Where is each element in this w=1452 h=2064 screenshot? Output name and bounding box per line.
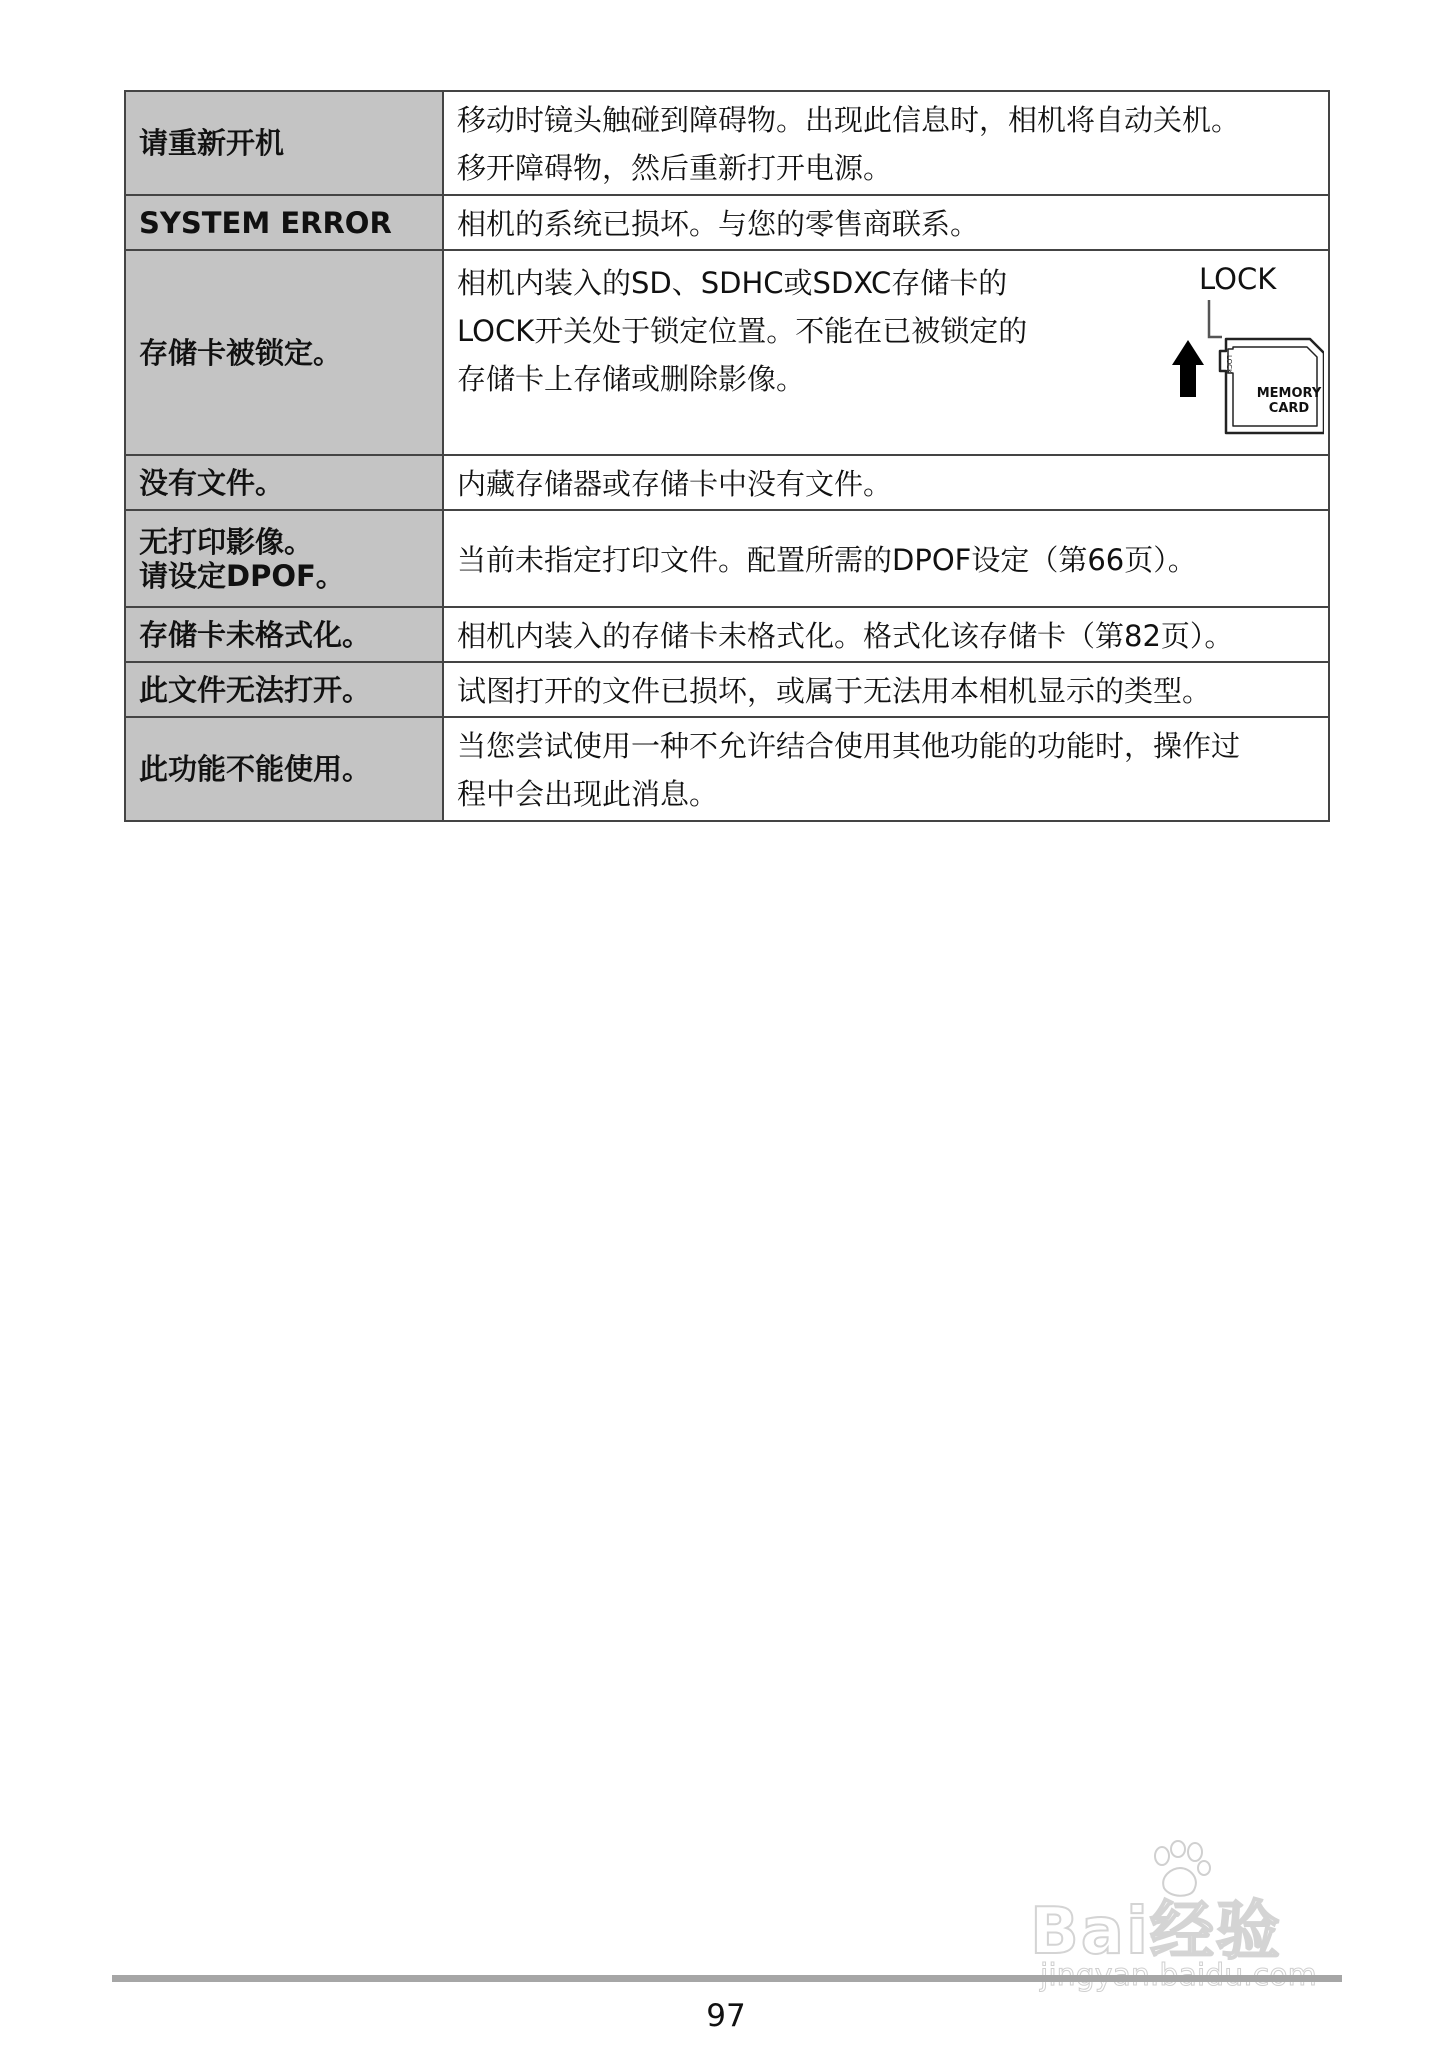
description-text: 试图打开的文件已损坏，或属于无法用本相机显示的类型。 — [457, 673, 1212, 708]
table-row — [125, 510, 1329, 607]
description-text: 当您尝试使用一种不允许结合使用其他功能的功能时，操作过 — [457, 729, 1241, 763]
table-row — [125, 662, 1329, 717]
message-text: SYSTEM ERROR — [139, 205, 392, 240]
lock-label: LOCK — [1199, 262, 1277, 296]
message-cell — [125, 91, 443, 195]
description-cell — [443, 91, 1329, 195]
message-cell — [125, 717, 443, 821]
description-cell — [443, 510, 1329, 607]
message-cell — [125, 607, 443, 662]
message-cell — [125, 455, 443, 510]
table-row — [125, 607, 1329, 662]
table-row — [125, 455, 1329, 510]
message-cell — [125, 250, 443, 455]
error-message-table — [124, 90, 1330, 822]
description-cell — [443, 607, 1329, 662]
watermark — [1030, 1840, 1360, 1990]
description-text: 程中会出现此消息。 — [457, 777, 719, 811]
description-text: 相机内装入的存储卡未格式化。格式化该存储卡（第82页）。 — [457, 618, 1234, 653]
description-block — [457, 259, 1147, 403]
message-text: 没有文件。 — [139, 465, 285, 500]
description-text: LOCK开关处于锁定位置。不能在已被锁定的 — [457, 314, 1028, 348]
description-cell — [443, 455, 1329, 510]
card-label-line: CARD — [1268, 401, 1310, 416]
description-text: 内藏存储器或存储卡中没有文件。 — [457, 466, 893, 501]
description-text: 存储卡上存储或删除影像。 — [457, 362, 806, 396]
description-text: 移开障碍物，然后重新打开电源。 — [457, 151, 893, 185]
message-text: 此文件无法打开。 — [139, 672, 372, 707]
description-cell — [443, 662, 1329, 717]
message-cell — [125, 195, 443, 250]
message-text: 存储卡未格式化。 — [139, 617, 372, 652]
message-text: 无打印影像。 — [139, 524, 314, 559]
description-text: 相机的系统已损坏。与您的零售商联系。 — [457, 206, 980, 241]
message-text: 请设定DPOF。 — [139, 558, 345, 593]
table-row — [125, 91, 1329, 195]
message-cell — [125, 662, 443, 717]
description-cell — [443, 250, 1329, 455]
message-text: 存储卡被锁定。 — [139, 335, 343, 370]
description-text: 当前未指定打印文件。配置所需的DPOF设定（第66页）。 — [457, 542, 1197, 577]
message-text: 请重新开机 — [139, 126, 285, 160]
description-cell — [443, 195, 1329, 250]
description-cell — [443, 717, 1329, 821]
message-cell — [125, 510, 443, 607]
watermark-brand: Bai经验 — [1030, 1895, 1282, 1969]
table-row — [125, 195, 1329, 250]
description-text: 移动时镜头触碰到障碍物。出现此信息时，相机将自动关机。 — [457, 103, 1241, 137]
table-row — [125, 717, 1329, 821]
up-arrow-icon — [1172, 340, 1204, 397]
table-row — [125, 250, 1329, 455]
locked-content — [457, 259, 1322, 454]
lock-switch-figure — [1164, 259, 1324, 454]
footer-rule — [112, 1975, 1342, 1982]
description-text: 相机内装入的SD、SDHC或SDXC存储卡的 — [457, 266, 1008, 300]
card-label-line: MEMORY — [1256, 386, 1322, 401]
message-text: 此功能不能使用。 — [139, 752, 372, 786]
page-number: 97 — [706, 1998, 746, 2034]
card-lock-text: LOCK — [1225, 355, 1233, 374]
